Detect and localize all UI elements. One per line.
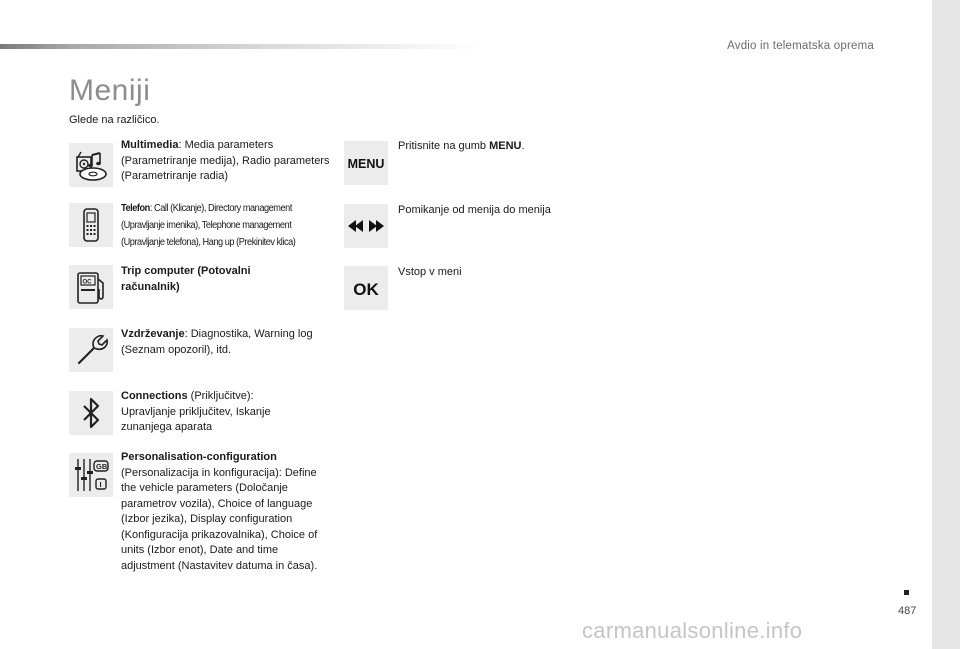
watermark: carmanualsonline.info (582, 618, 803, 643)
menu-key-period: . (521, 140, 525, 152)
intro-text: Glede na različico. (69, 114, 160, 126)
svg-text:OK: OK (353, 280, 379, 299)
svg-text:MENU: MENU (347, 157, 385, 171)
menu-multimedia-text: : Media parameters (Parametriranje medija), Radio parameters (Parametriranje radia) (121, 139, 330, 182)
menu-maintenance-desc (121, 327, 321, 358)
fuel-pump-icon (69, 265, 113, 309)
menu-connections-text: (Priključitve): Upravljanje priključitev, Iskanje zunanjega aparata (121, 390, 271, 433)
menu-multimedia-desc (121, 138, 331, 185)
menu-connections-title: Connections (121, 390, 188, 402)
menu-personalisation-desc (121, 450, 331, 574)
bluetooth-icon (69, 391, 113, 435)
menu-trip-desc (121, 264, 281, 295)
svg-text:OC: OC (82, 279, 92, 286)
menu-key-icon (344, 141, 388, 185)
menu-maintenance-text: : Diagnostika, Warning log (Seznam opozoril), itd. (121, 328, 313, 356)
page-marker-dot (904, 590, 909, 595)
menu-key-bold: MENU (489, 140, 522, 152)
ok-key-desc: Vstop v meni (398, 266, 462, 278)
svg-text:GB: GB (96, 462, 108, 471)
menu-connections-desc (121, 389, 311, 436)
page-edge-strip (932, 0, 960, 649)
menu-key-text: Pritisnite na gumb (398, 140, 490, 152)
menu-trip-title: Trip computer (Potovalni računalnik) (121, 265, 251, 293)
menu-maintenance-title: Vzdrževanje (121, 328, 185, 340)
menu-telefon-desc (121, 200, 319, 251)
wrench-icon (69, 328, 113, 372)
menu-key-desc (398, 139, 525, 153)
settings-sliders-icon (69, 453, 113, 497)
menu-telefon-title: Telefon (121, 203, 150, 214)
header-rule (0, 44, 480, 49)
menu-personalisation-text: (Personalizacija in konfiguracija): Define the vehicle parameters (Določanje parametrov vozila), Choice of language (Izbor jezika), Display configuration (Konfiguracija prikazovalnika), Choice of units (Izbor enot), Date and time adjustment (Nastavitev datuma in časa). (121, 466, 318, 572)
page-title: Meniji (69, 74, 151, 107)
phone-icon (69, 203, 113, 247)
media-icon (69, 143, 113, 187)
section-title: Avdio in telematska oprema (727, 40, 874, 52)
menu-personalisation-title: Personalisation-configuration (121, 451, 277, 463)
ok-key-icon (344, 266, 388, 310)
prev-next-arrows-icon (344, 204, 388, 248)
menu-telefon-text: : Call (Klicanje), Directory management (Upravljanje imenika), Telephone management (Upravljanje telefona), Hang up (Prekinitev klica) (121, 203, 296, 248)
menu-multimedia-title: Multimedia (121, 139, 179, 151)
page-number: 487 (898, 605, 917, 617)
svg-text:I: I (99, 480, 102, 489)
arrows-key-desc: Pomikanje od menija do menija (398, 204, 551, 216)
